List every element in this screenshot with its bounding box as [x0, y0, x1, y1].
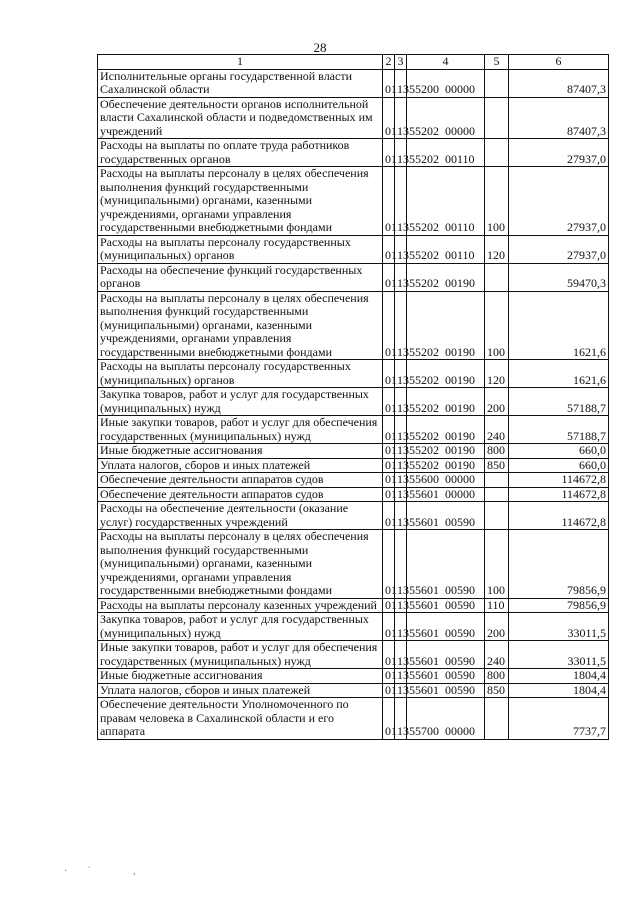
row-amount: 1804,4 [509, 683, 609, 698]
row-section: 01 [383, 291, 395, 360]
row-target-article: 55601 00000 [407, 487, 485, 502]
row-expense-type: 850 [485, 458, 509, 473]
row-name: Иные закупки товаров, работ и услуг для обеспечения государственных (муниципальных) нужд [98, 641, 383, 669]
table-row [98, 530, 609, 599]
row-expense-type: 240 [485, 641, 509, 669]
table-row [98, 683, 609, 698]
row-amount: 114672,8 [509, 502, 609, 530]
row-section: 01 [383, 69, 395, 97]
row-amount: 27937,0 [509, 235, 609, 263]
row-target-article: 55600 00000 [407, 473, 485, 488]
row-subsection: 13 [395, 416, 407, 444]
row-amount: 660,0 [509, 458, 609, 473]
table-row [98, 97, 609, 139]
row-subsection: 13 [395, 235, 407, 263]
row-amount: 114672,8 [509, 487, 609, 502]
row-section: 01 [383, 416, 395, 444]
row-name: Исполнительные органы государственной власти Сахалинской области [98, 69, 383, 97]
row-subsection: 13 [395, 487, 407, 502]
row-section: 01 [383, 598, 395, 613]
row-amount: 1621,6 [509, 291, 609, 360]
row-subsection: 13 [395, 291, 407, 360]
row-amount: 660,0 [509, 444, 609, 459]
table-row [98, 139, 609, 167]
row-subsection: 13 [395, 97, 407, 139]
table-row [98, 669, 609, 684]
row-amount: 59470,3 [509, 263, 609, 291]
row-subsection: 13 [395, 641, 407, 669]
row-section: 01 [383, 360, 395, 388]
row-name: Расходы на обеспечение функций государственных органов [98, 263, 383, 291]
column-header-target-article: 4 [407, 55, 485, 70]
column-header-expense-type: 5 [485, 55, 509, 70]
table-row [98, 416, 609, 444]
table-row [98, 598, 609, 613]
row-subsection: 13 [395, 669, 407, 684]
row-expense-type: 800 [485, 669, 509, 684]
row-expense-type [485, 487, 509, 502]
table-row [98, 487, 609, 502]
row-amount: 27937,0 [509, 139, 609, 167]
row-section: 01 [383, 487, 395, 502]
row-subsection: 13 [395, 458, 407, 473]
row-target-article: 55601 00590 [407, 613, 485, 641]
table-row [98, 458, 609, 473]
table-row [98, 641, 609, 669]
row-subsection: 13 [395, 69, 407, 97]
row-section: 01 [383, 669, 395, 684]
row-target-article: 55202 00190 [407, 291, 485, 360]
row-target-article: 55200 00000 [407, 69, 485, 97]
row-amount: 7737,7 [509, 698, 609, 740]
row-name: Закупка товаров, работ и услуг для государственных (муниципальных) нужд [98, 613, 383, 641]
row-expense-type [485, 263, 509, 291]
row-name: Обеспечение деятельности Уполномоченного по правам человека в Сахалинской области и его аппарата [98, 698, 383, 740]
row-target-article: 55202 00190 [407, 416, 485, 444]
row-target-article: 55601 00590 [407, 641, 485, 669]
row-name: Обеспечение деятельности аппаратов судов [98, 473, 383, 488]
table-row [98, 263, 609, 291]
row-name: Обеспечение деятельности аппаратов судов [98, 487, 383, 502]
row-section: 01 [383, 530, 395, 599]
row-target-article: 55202 00110 [407, 167, 485, 236]
row-section: 01 [383, 444, 395, 459]
row-subsection: 13 [395, 598, 407, 613]
row-expense-type: 800 [485, 444, 509, 459]
row-name: Расходы на выплаты персоналу казенных учреждений [98, 598, 383, 613]
row-amount: 1804,4 [509, 669, 609, 684]
row-amount: 33011,5 [509, 641, 609, 669]
row-subsection: 13 [395, 167, 407, 236]
row-expense-type: 100 [485, 291, 509, 360]
row-section: 01 [383, 641, 395, 669]
row-subsection: 13 [395, 683, 407, 698]
row-expense-type [485, 698, 509, 740]
row-section: 01 [383, 388, 395, 416]
row-subsection: 13 [395, 444, 407, 459]
row-expense-type [485, 502, 509, 530]
row-name: Расходы на выплаты персоналу государственных (муниципальных) органов [98, 235, 383, 263]
row-subsection: 13 [395, 360, 407, 388]
row-amount: 87407,3 [509, 97, 609, 139]
row-name: Иные бюджетные ассигнования [98, 669, 383, 684]
table-row [98, 502, 609, 530]
row-expense-type: 850 [485, 683, 509, 698]
row-section: 01 [383, 698, 395, 740]
row-section: 01 [383, 263, 395, 291]
row-subsection: 13 [395, 530, 407, 599]
row-target-article: 55202 00190 [407, 458, 485, 473]
column-header-name: 1 [98, 55, 383, 70]
row-subsection: 13 [395, 502, 407, 530]
row-target-article: 55202 00190 [407, 388, 485, 416]
row-expense-type: 240 [485, 416, 509, 444]
row-name: Уплата налогов, сборов и иных платежей [98, 683, 383, 698]
row-section: 01 [383, 458, 395, 473]
table-row [98, 235, 609, 263]
row-section: 01 [383, 97, 395, 139]
row-section: 01 [383, 613, 395, 641]
row-amount: 87407,3 [509, 69, 609, 97]
row-name: Закупка товаров, работ и услуг для государственных (муниципальных) нужд [98, 388, 383, 416]
row-name: Расходы на выплаты персоналу в целях обеспечения выполнения функций государственными (муниципальными) органами, казенными учреждениями, органами управления государственными внебюджетными фондами [98, 167, 383, 236]
row-expense-type: 110 [485, 598, 509, 613]
table-row [98, 360, 609, 388]
row-target-article: 55202 00110 [407, 235, 485, 263]
table-row [98, 473, 609, 488]
row-name: Иные закупки товаров, работ и услуг для обеспечения государственных (муниципальных) нужд [98, 416, 383, 444]
row-target-article: 55202 00000 [407, 97, 485, 139]
row-expense-type: 200 [485, 613, 509, 641]
row-expense-type [485, 69, 509, 97]
row-subsection: 13 [395, 613, 407, 641]
row-subsection: 13 [395, 473, 407, 488]
row-target-article: 55202 00190 [407, 263, 485, 291]
table-row [98, 613, 609, 641]
row-amount: 33011,5 [509, 613, 609, 641]
row-target-article: 55202 00190 [407, 444, 485, 459]
row-section: 01 [383, 167, 395, 236]
row-amount: 79856,9 [509, 530, 609, 599]
row-subsection: 13 [395, 139, 407, 167]
page-number: 28 [313, 40, 327, 55]
row-target-article: 55601 00590 [407, 683, 485, 698]
row-target-article: 55202 00190 [407, 360, 485, 388]
row-expense-type: 120 [485, 360, 509, 388]
row-name: Расходы на выплаты персоналу в целях обеспечения выполнения функций государственными (муниципальными) органами, казенными учреждениями, органами управления государственными внебюджетными фондами [98, 530, 383, 599]
row-expense-type: 120 [485, 235, 509, 263]
row-expense-type [485, 473, 509, 488]
column-header-section: 2 [383, 55, 395, 70]
row-section: 01 [383, 235, 395, 263]
row-target-article: 55601 00590 [407, 598, 485, 613]
row-name: Уплата налогов, сборов и иных платежей [98, 458, 383, 473]
table-row [98, 167, 609, 236]
row-expense-type [485, 139, 509, 167]
table-row [98, 444, 609, 459]
row-amount: 57188,7 [509, 416, 609, 444]
row-section: 01 [383, 502, 395, 530]
row-amount: 79856,9 [509, 598, 609, 613]
table-row [98, 388, 609, 416]
row-name: Расходы на выплаты персоналу в целях обеспечения выполнения функций государственными (муниципальными) органами, казенными учреждениями, органами управления государственными внебюджетными фондами [98, 291, 383, 360]
row-name: Расходы на обеспечение деятельности (оказание услуг) государственных учреждений [98, 502, 383, 530]
row-subsection: 13 [395, 263, 407, 291]
table-row [98, 291, 609, 360]
row-expense-type: 100 [485, 530, 509, 599]
row-section: 01 [383, 473, 395, 488]
row-expense-type: 200 [485, 388, 509, 416]
row-amount: 1621,6 [509, 360, 609, 388]
scan-specks: ·´ , [64, 866, 156, 877]
table-row [98, 69, 609, 97]
row-target-article: 55700 00000 [407, 698, 485, 740]
row-name: Иные бюджетные ассигнования [98, 444, 383, 459]
row-name: Расходы на выплаты по оплате труда работников государственных органов [98, 139, 383, 167]
row-amount: 114672,8 [509, 473, 609, 488]
column-header-subsection: 3 [395, 55, 407, 70]
row-target-article: 55601 00590 [407, 502, 485, 530]
row-target-article: 55601 00590 [407, 669, 485, 684]
row-section: 01 [383, 683, 395, 698]
row-expense-type [485, 97, 509, 139]
row-amount: 57188,7 [509, 388, 609, 416]
row-target-article: 55601 00590 [407, 530, 485, 599]
row-name: Расходы на выплаты персоналу государственных (муниципальных) органов [98, 360, 383, 388]
table-header-row [98, 55, 609, 70]
table-row [98, 698, 609, 740]
row-expense-type: 100 [485, 167, 509, 236]
row-amount: 27937,0 [509, 167, 609, 236]
row-target-article: 55202 00110 [407, 139, 485, 167]
row-subsection: 13 [395, 388, 407, 416]
row-name: Обеспечение деятельности органов исполнительной власти Сахалинской области и подведомственных им учреждений [98, 97, 383, 139]
column-header-amount: 6 [509, 55, 609, 70]
row-subsection: 13 [395, 698, 407, 740]
row-section: 01 [383, 139, 395, 167]
budget-table [97, 54, 609, 740]
